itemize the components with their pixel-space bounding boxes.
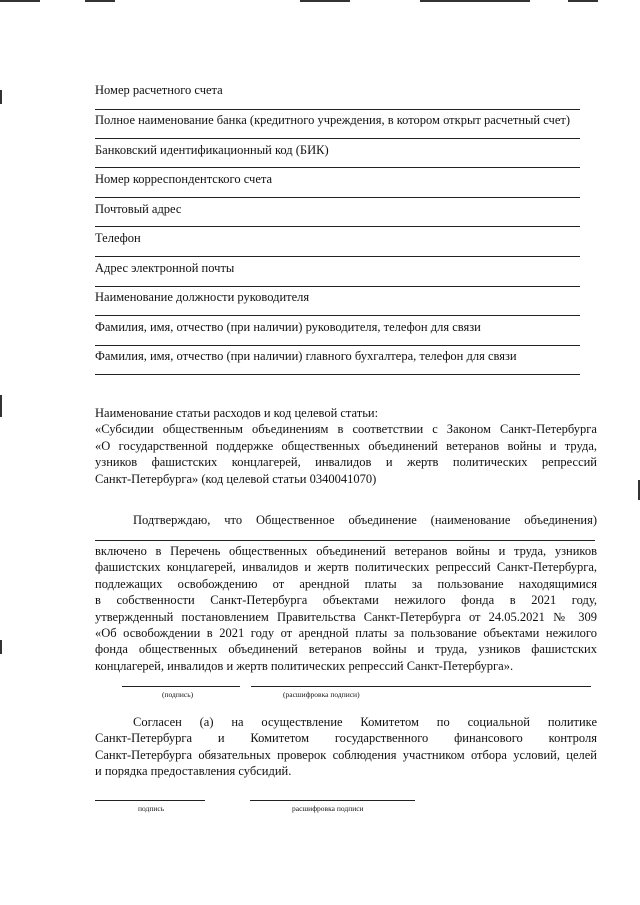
confirmation-line: подлежащих освобождению от арендной платы за пользование находящимися bbox=[95, 576, 597, 591]
field-line bbox=[95, 109, 580, 110]
expense-heading: Наименование статьи расходов и код целевой статьи: bbox=[95, 406, 379, 420]
consent-line: Санкт-Петербурга и Комитетом государственного финансового контроля bbox=[95, 731, 597, 746]
field-line bbox=[95, 315, 580, 316]
expense-block bbox=[95, 405, 597, 487]
association-name-line bbox=[95, 540, 595, 541]
field-label-email: Адрес электронной почты bbox=[95, 261, 235, 275]
confirmation-first-line: Подтверждаю, что Общественное объединение (наименование объединения) bbox=[133, 513, 597, 527]
signature-caption: (подпись) bbox=[162, 690, 194, 699]
field-label-bik: Банковский идентификационный код (БИК) bbox=[95, 143, 329, 157]
scan-edge-mark bbox=[300, 0, 350, 2]
signature-line bbox=[122, 686, 240, 687]
confirmation-line: фонда общественных объединений ветеранов войны и труда, узников фашистских bbox=[95, 642, 597, 657]
consent-line: Санкт-Петербурга обязательных проверок соблюдения участником отбора условий, целей bbox=[95, 747, 597, 762]
expense-line: «О государственной поддержке общественных объединений ветеранов войны и труда, bbox=[95, 438, 597, 453]
expense-line: узников фашистских концлагерей, инвалидов и жертв политических репрессий bbox=[95, 455, 597, 470]
signature-decode-line bbox=[250, 800, 415, 801]
scan-edge-mark bbox=[0, 0, 40, 2]
field-line bbox=[95, 256, 580, 257]
signature-decode-caption: (расшифровка подписи) bbox=[283, 690, 360, 699]
signature-decode-caption: расшифровка подписи bbox=[292, 804, 364, 813]
field-line bbox=[95, 286, 580, 287]
confirmation-line: концлагерей, инвалидов и жертв политических репрессий Санкт-Петербурга». bbox=[95, 658, 514, 673]
scan-edge-mark bbox=[0, 640, 2, 654]
field-label-head-name-phone: Фамилия, имя, отчество (при наличии) руководителя, телефон для связи bbox=[95, 320, 481, 334]
consent-line: Согласен (а) на осуществление Комитетом по социальной политике bbox=[133, 715, 597, 729]
field-line bbox=[95, 226, 580, 227]
field-label-account-number: Номер расчетного счета bbox=[95, 83, 223, 97]
field-line bbox=[95, 167, 580, 168]
scan-edge-mark bbox=[0, 395, 2, 417]
field-label-accountant-name-phone: Фамилия, имя, отчество (при наличии) главного бухгалтера, телефон для связи bbox=[95, 349, 517, 363]
consent-block bbox=[95, 714, 597, 780]
signature-decode-line bbox=[251, 686, 591, 687]
scan-edge-mark bbox=[568, 0, 598, 2]
consent-line: и порядка предоставления субсидий. bbox=[95, 764, 292, 779]
confirmation-line: в собственности Санкт-Петербурга объектами нежилого фонда в 2021 году, bbox=[95, 593, 597, 608]
field-label-bank-name: Полное наименование банка (кредитного учреждения, в котором открыт расчетный счет) bbox=[95, 113, 571, 127]
confirmation-body bbox=[95, 543, 597, 674]
scan-edge-mark bbox=[420, 0, 530, 2]
confirmation-block bbox=[95, 512, 597, 528]
field-line bbox=[95, 345, 580, 346]
confirmation-line: включено в Перечень общественных объединений ветеранов войны и труда, узников bbox=[95, 544, 597, 558]
field-label-postal-address: Почтовый адрес bbox=[95, 202, 182, 216]
scan-edge-mark bbox=[0, 90, 2, 104]
expense-line: «Субсидии общественным объединениям в соответствии с Законом Санкт-Петербурга bbox=[95, 422, 597, 437]
confirmation-line: «Об освобождении в 2021 году от арендной платы за пользование объектами нежилого bbox=[95, 626, 597, 641]
expense-line: Санкт-Петербурга» (код целевой статьи 0340041070) bbox=[95, 471, 377, 486]
field-line bbox=[95, 197, 580, 198]
field-label-phone: Телефон bbox=[95, 231, 141, 245]
field-label-corr-account: Номер корреспондентского счета bbox=[95, 172, 273, 186]
confirmation-line: утвержденный постановлением Правительства Санкт-Петербурга от 24.05.2021 № 309 bbox=[95, 609, 597, 624]
signature-caption: подпись bbox=[138, 804, 165, 813]
field-label-head-position: Наименование должности руководителя bbox=[95, 290, 310, 304]
signature-line bbox=[95, 800, 205, 801]
scan-edge-mark bbox=[85, 0, 115, 2]
confirmation-line: фашистских концлагерей, инвалидов и жертв политических репрессий Санкт-Петербурга, bbox=[95, 560, 597, 575]
field-line bbox=[95, 138, 580, 139]
field-line bbox=[95, 374, 580, 375]
